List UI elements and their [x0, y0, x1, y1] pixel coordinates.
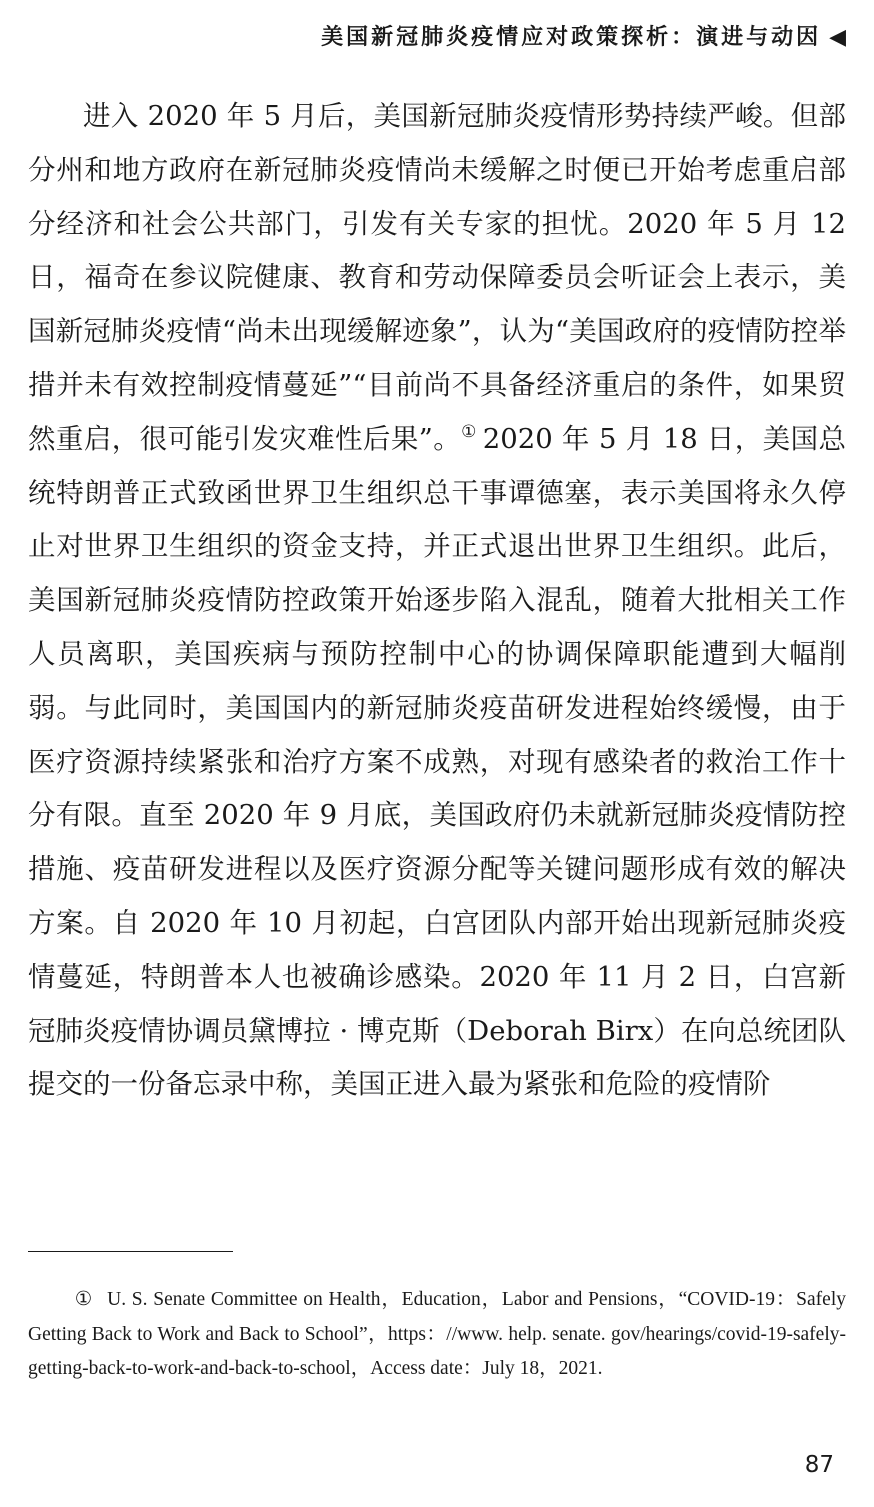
- body-text-part-2: 2020 年 5 月 18 日，美国总统特朗普正式致函世界卫生组织总干事谭德塞，表示美国将永久停止对世界卫生组织的资金支持，并正式退出世界卫生组织。此后，美国新冠肺炎疫情防控政策开始逐步陷入混乱，随着大批相关工作人员离职，美国疾病与预防控制中心的协调保障职能遭到大幅削弱。与此同时，美国国内的新冠肺炎疫苗研发进程始终缓慢，由于医疗资源持续紧张和治疗方案不成熟，对现有感染者的救治工作十分有限。直至 2020 年 9 月底，美国政府仍未就新冠肺炎疫情防控措施、疫苗研发进程以及医疗资源分配等关键问题形成有效的解决方案。自 2020 年 10 月初起，白宫团队内部开始出现新冠肺炎疫情蔓延，特朗普本人也被确诊感染。2020 年 11 月 2 日，白宫新冠肺炎疫情协调员黛博拉 · 博克斯（Deborah Birx）在向总统团队提交的一份备忘录中称，美国正进入最为紧张和危险的疫情阶: [28, 422, 846, 1101]
- footnote: [28, 1283, 846, 1387]
- footnote-reference[interactable]: ①: [461, 421, 477, 442]
- running-title: 美国新冠肺炎疫情应对政策探析：演进与动因: [321, 25, 822, 50]
- left-triangle-icon: ◀: [829, 25, 846, 50]
- body-paragraph: [28, 90, 846, 1112]
- footnote-text: U. S. Senate Committee on Health，Education，Labor and Pensions，“COVID-19：Safely Getting Back to Work and Back to School”，https：//www. help. senate. gov/hearings/covid-19-safely-getting-back-to-work-and-back-to-school，Access date：July 18，2021.: [28, 1289, 846, 1380]
- footnote-divider: [28, 1251, 233, 1252]
- running-head: [200, 18, 846, 58]
- body-text-part-1: 进入 2020 年 5 月后，美国新冠肺炎疫情形势持续严峻。但部分州和地方政府在新冠肺炎疫情尚未缓解之时便已开始考虑重启部分经济和社会公共部门，引发有关专家的担忧。2020 年 5 月 12 日，福奇在参议院健康、教育和劳动保障委员会听证会上表示，美国新冠肺炎疫情“尚未出现缓解迹象”，认为“美国政府的疫情防控举措并未有效控制疫情蔓延”“目前尚不具备经济重启的条件，如果贸然重启，很可能引发灾难性后果”。: [28, 100, 846, 455]
- footnote-mark: ①: [74, 1289, 94, 1310]
- page-number: 87: [804, 1452, 834, 1478]
